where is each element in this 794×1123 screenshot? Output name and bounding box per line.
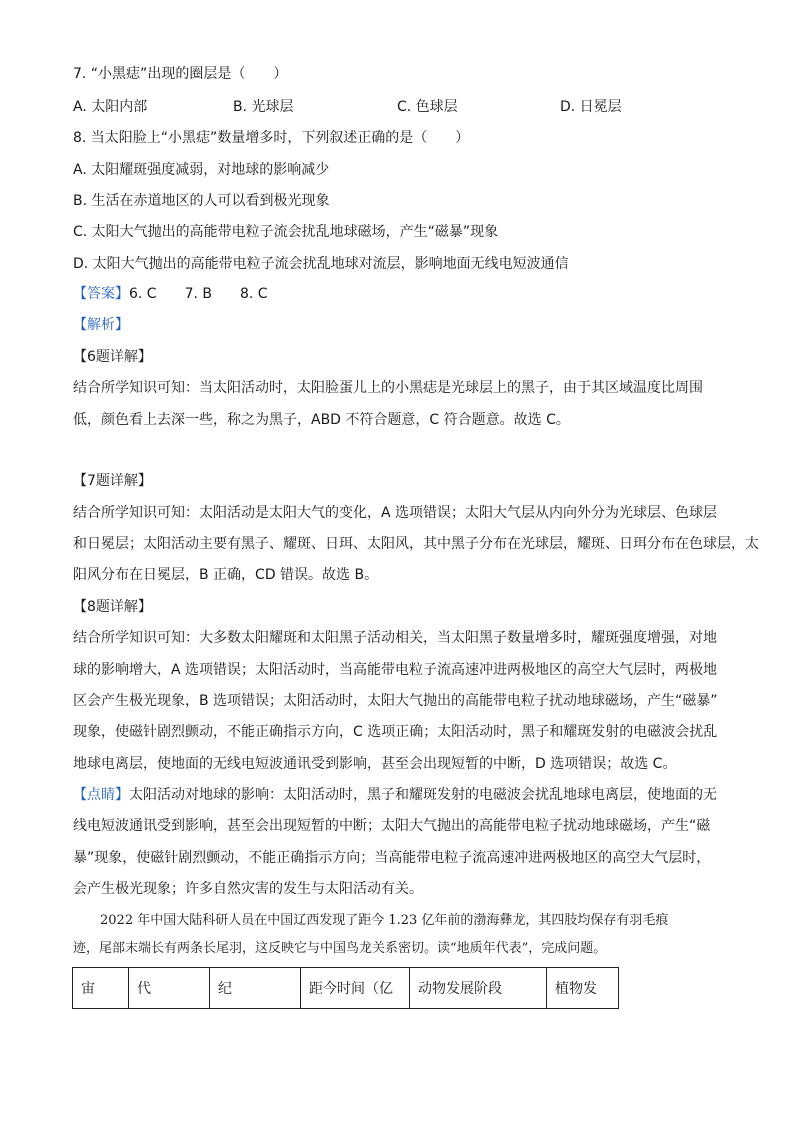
geologic-time-table: [72, 967, 619, 1009]
table-header-cell: 植物发: [547, 968, 619, 1009]
table-header-cell: 距今时间（亿: [301, 968, 410, 1009]
table-header-cell: 纪: [210, 968, 301, 1009]
tip-text: 太阳活动对地球的影响：太阳活动时，黑子和耀斑发射的电磁波会扰乱地球电离层，使地面的无: [129, 787, 717, 803]
analysis-tag: 【解析】: [73, 317, 129, 333]
detail-8-line: 球的影响增大，A 选项错误；太阳活动时，当高能带电粒子流高速冲进两极地区的高空大气层时，两极地: [73, 662, 718, 678]
tip-tag: 【点睛】: [73, 787, 129, 803]
detail-8-line: 区会产生极光现象，B 选项错误；太阳活动时，太阳大气抛出的高能带电粒子扰动地球磁场，产生“磁暴”: [73, 693, 718, 709]
detail-6-line: 低，颜色看上去深一些，称之为黑子，ABD 不符合题意，C 符合题意。故选 C。: [73, 412, 570, 428]
q8-option-d: D. 太阳大气抛出的高能带电粒子流会扰乱地球对流层，影响地面无线电短波通信: [73, 256, 569, 272]
detail-7-line: 和日冕层；太阳活动主要有黑子、耀斑、日珥、太阳风，其中黑子分布在光球层，耀斑、日珥分布在色球层，太: [73, 536, 759, 552]
table-header-cell: 宙: [73, 968, 129, 1009]
detail-8-line: 结合所学知识可知：大多数太阳耀斑和太阳黑子活动相关，当太阳黑子数量增多时，耀斑强度增强，对地: [73, 630, 717, 646]
tip-line: 线电短波通讯受到影响，甚至会出现短暂的中断；太阳大气抛出的高能带电粒子扰动地球磁场，产生“磁: [73, 818, 711, 834]
table-header-row: [73, 968, 619, 1009]
detail-6-heading: 【6题详解】: [73, 349, 152, 365]
table-header-cell: 代: [129, 968, 210, 1009]
detail-7-line: 阳风分布在日冕层，B 正确，CD 错误。故选 B。: [73, 567, 379, 583]
q8-stem: 8. 当太阳脸上“小黑痣”数量增多时，下列叙述正确的是（ ）: [73, 130, 470, 146]
q7-option-d: D. 日冕层: [560, 99, 622, 115]
answer-text: 6. C 7. B 8. C: [129, 286, 268, 302]
detail-8-line: 地球电离层，使地面的无线电短波通讯受到影响，甚至会出现短暂的中断，D 选项错误；故选 C。: [73, 756, 677, 772]
q7-stem: 7. “小黑痣”出现的圈层是（ ）: [73, 66, 288, 82]
answer-tag: 【答案】: [73, 286, 129, 302]
q8-option-c: C. 太阳大气抛出的高能带电粒子流会扰乱地球磁场，产生“磁暴”现象: [73, 224, 499, 240]
table-header-cell: 动物发展阶段: [410, 968, 547, 1009]
detail-7-line: 结合所学知识可知：太阳活动是太阳大气的变化，A 选项错误；太阳大气层从内向外分为光球层、色球层: [73, 505, 718, 521]
tip-line: 会产生极光现象；许多自然灾害的发生与太阳活动有关。: [73, 881, 423, 897]
answer-line: [73, 284, 268, 304]
q8-option-b: B. 生活在赤道地区的人可以看到极光现象: [73, 193, 330, 209]
tip-line: 暴”现象，使磁针剧烈颤动，不能正确指示方向；当高能带电粒子流高速冲进两极地区的高空大气层时，: [73, 850, 711, 866]
q8-option-a: A. 太阳耀斑强度减弱，对地球的影响减少: [73, 162, 330, 178]
detail-8-line: 现象，使磁针剧烈颤动，不能正确指示方向，C 选项正确；太阳活动时，黑子和耀斑发射的电磁波会扰乱: [73, 724, 718, 740]
passage-line: 迹，尾部末端长有两条长尾羽，这反映它与中国鸟龙关系密切。读“地质年代表”，完成问题。: [73, 941, 607, 956]
tip-line: [73, 785, 717, 805]
q7-option-b: B. 光球层: [233, 99, 294, 115]
passage-line: 2022 年中国大陆科研人员在中国辽西发现了距今 1.23 亿年前的渤海彝龙，其四肢均保存有羽毛痕: [100, 913, 669, 928]
detail-7-heading: 【7题详解】: [73, 473, 152, 489]
detail-6-line: 结合所学知识可知：当太阳活动时，太阳脸蛋儿上的小黑痣是光球层上的黑子，由于其区域温度比周围: [73, 380, 703, 396]
q7-option-c: C. 色球层: [397, 99, 458, 115]
detail-8-heading: 【8题详解】: [73, 599, 152, 615]
q7-option-a: A. 太阳内部: [73, 99, 148, 115]
